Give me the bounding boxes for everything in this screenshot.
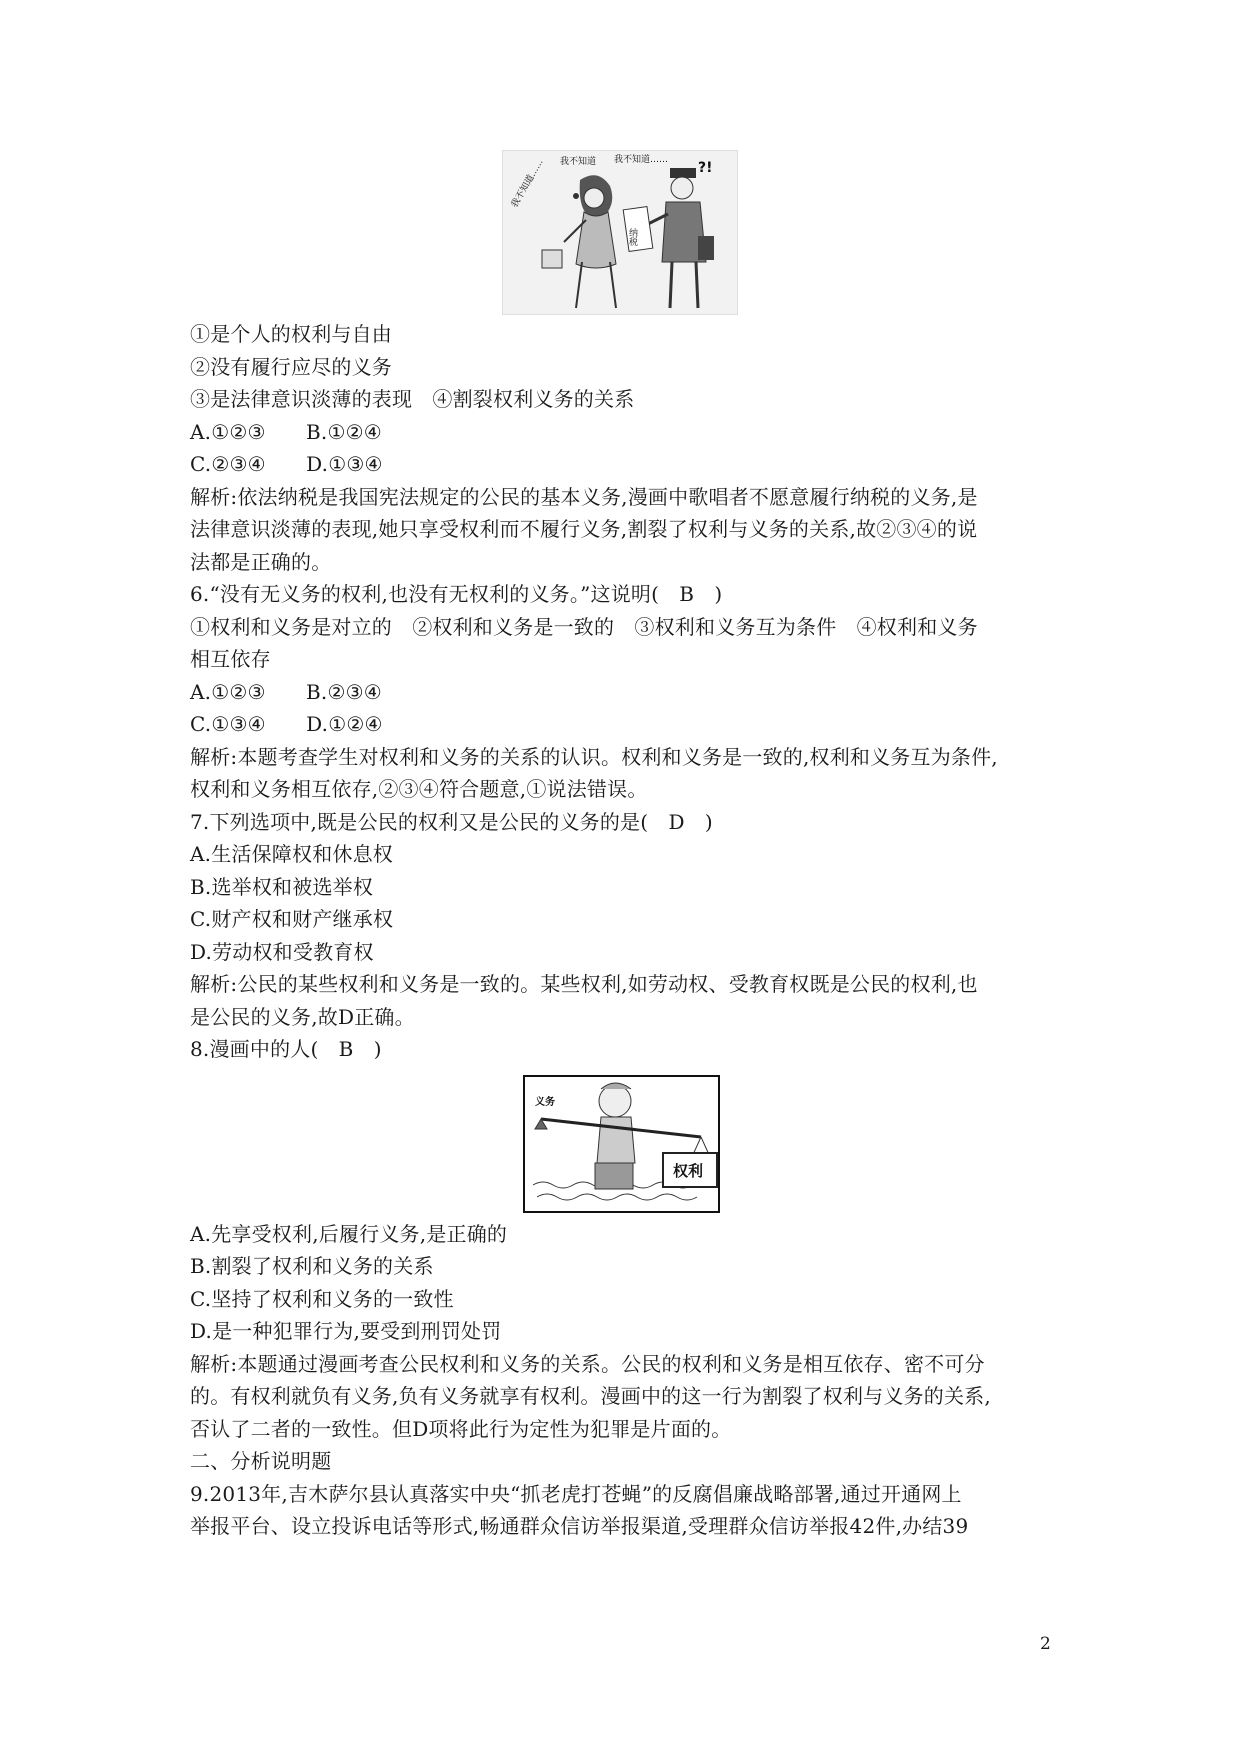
document-body (190, 318, 1070, 1543)
option-d: D.劳动权和受教育权 (190, 939, 374, 964)
cartoon-speech-2: 我不知道…… (614, 155, 669, 165)
analysis-line: 解析:本题考查学生对权利和义务的关系的认识。权利和义务是一致的,权利和义务互为条件, (190, 744, 998, 769)
cartoon-speech-3: 我不知道…… (509, 157, 546, 210)
option-b: B.选举权和被选举权 (190, 874, 374, 899)
rights-obligations-cartoon-figure (523, 1075, 720, 1213)
analysis-line: 的。有权利就负有义务,负有义务就享有权利。漫画中的这一行为割裂了权利与义务的关系, (190, 1384, 991, 1408)
page-number: 2 (1040, 1634, 1051, 1654)
question-9-continued: 举报平台、设立投诉电话等形式,畅通群众信访举报渠道,受理群众信访举报42件,办结39 (190, 1514, 969, 1538)
answer-options-line: A.①②③ B.①②④ (190, 419, 382, 444)
question-9: 9.2013年,吉木萨尔县认真落实中央“抓老虎打苍蝇”的反腐倡廉战略部署,通过开通网上 (190, 1481, 962, 1506)
cartoon-speech-1: 我不知道 (560, 157, 597, 167)
option-b: B.割裂了权利和义务的关系 (190, 1254, 434, 1278)
answer-options-line: A.①②③ B.②③④ (190, 679, 382, 704)
tax-paper-label: 纳税 (627, 228, 637, 246)
analysis-line: 解析:公民的某些权利和义务是一致的。某些权利,如劳动权、受教育权既是公民的权利,也 (190, 972, 978, 996)
text-line: 相互依存 (190, 647, 271, 671)
section-heading: 二、分析说明题 (190, 1449, 332, 1473)
option-c: C.坚持了权利和义务的一致性 (190, 1286, 454, 1311)
text-line: ③是法律意识淡薄的表现 ④割裂权利义务的关系 (190, 387, 635, 411)
answer-options-line: C.①③④ D.①②④ (190, 712, 383, 736)
question-6: 6.“没有无义务的权利,也没有无权利的义务。”这说明( B ) (190, 582, 723, 606)
option-a: A.生活保障权和休息权 (190, 842, 394, 866)
text-line: ②没有履行应尽的义务 (190, 354, 392, 379)
option-c: C.财产权和财产继承权 (190, 907, 394, 931)
obligation-label: 义务 (535, 1097, 555, 1108)
cartoon-question-mark: ?! (698, 160, 713, 176)
question-8: 8.漫画中的人( B ) (190, 1037, 382, 1061)
analysis-line: 否认了二者的一致性。但D项将此行为定性为犯罪是片面的。 (190, 1416, 732, 1441)
analysis-line: 解析:本题通过漫画考查公民权利和义务的关系。公民的权利和义务是相互依存、密不可分 (190, 1351, 985, 1376)
text-line: ①权利和义务是对立的 ②权利和义务是一致的 ③权利和义务互为条件 ④权利和义务 (190, 614, 978, 639)
option-a: A.先享受权利,后履行义务,是正确的 (190, 1221, 508, 1246)
option-d: D.是一种犯罪行为,要受到刑罚处罚 (190, 1319, 502, 1343)
analysis-line: 法律意识淡薄的表现,她只享受权利而不履行义务,割裂了权利与义务的关系,故②③④的说 (190, 517, 978, 541)
analysis-line: 是公民的义务,故D正确。 (190, 1004, 415, 1029)
analysis-line: 权利和义务相互依存,②③④符合题意,①说法错误。 (190, 777, 648, 801)
analysis-line: 法都是正确的。 (190, 549, 332, 574)
question-7: 7.下列选项中,既是公民的权利又是公民的义务的是( D ) (190, 809, 713, 834)
analysis-line: 解析:依法纳税是我国宪法规定的公民的基本义务,漫画中歌唱者不愿意履行纳税的义务,是 (190, 484, 978, 509)
tax-cartoon-figure (502, 150, 738, 315)
rights-label: 权利 (673, 1162, 704, 1180)
text-line: ①是个人的权利与自由 (190, 322, 392, 346)
answer-options-line: C.②③④ D.①③④ (190, 452, 383, 476)
